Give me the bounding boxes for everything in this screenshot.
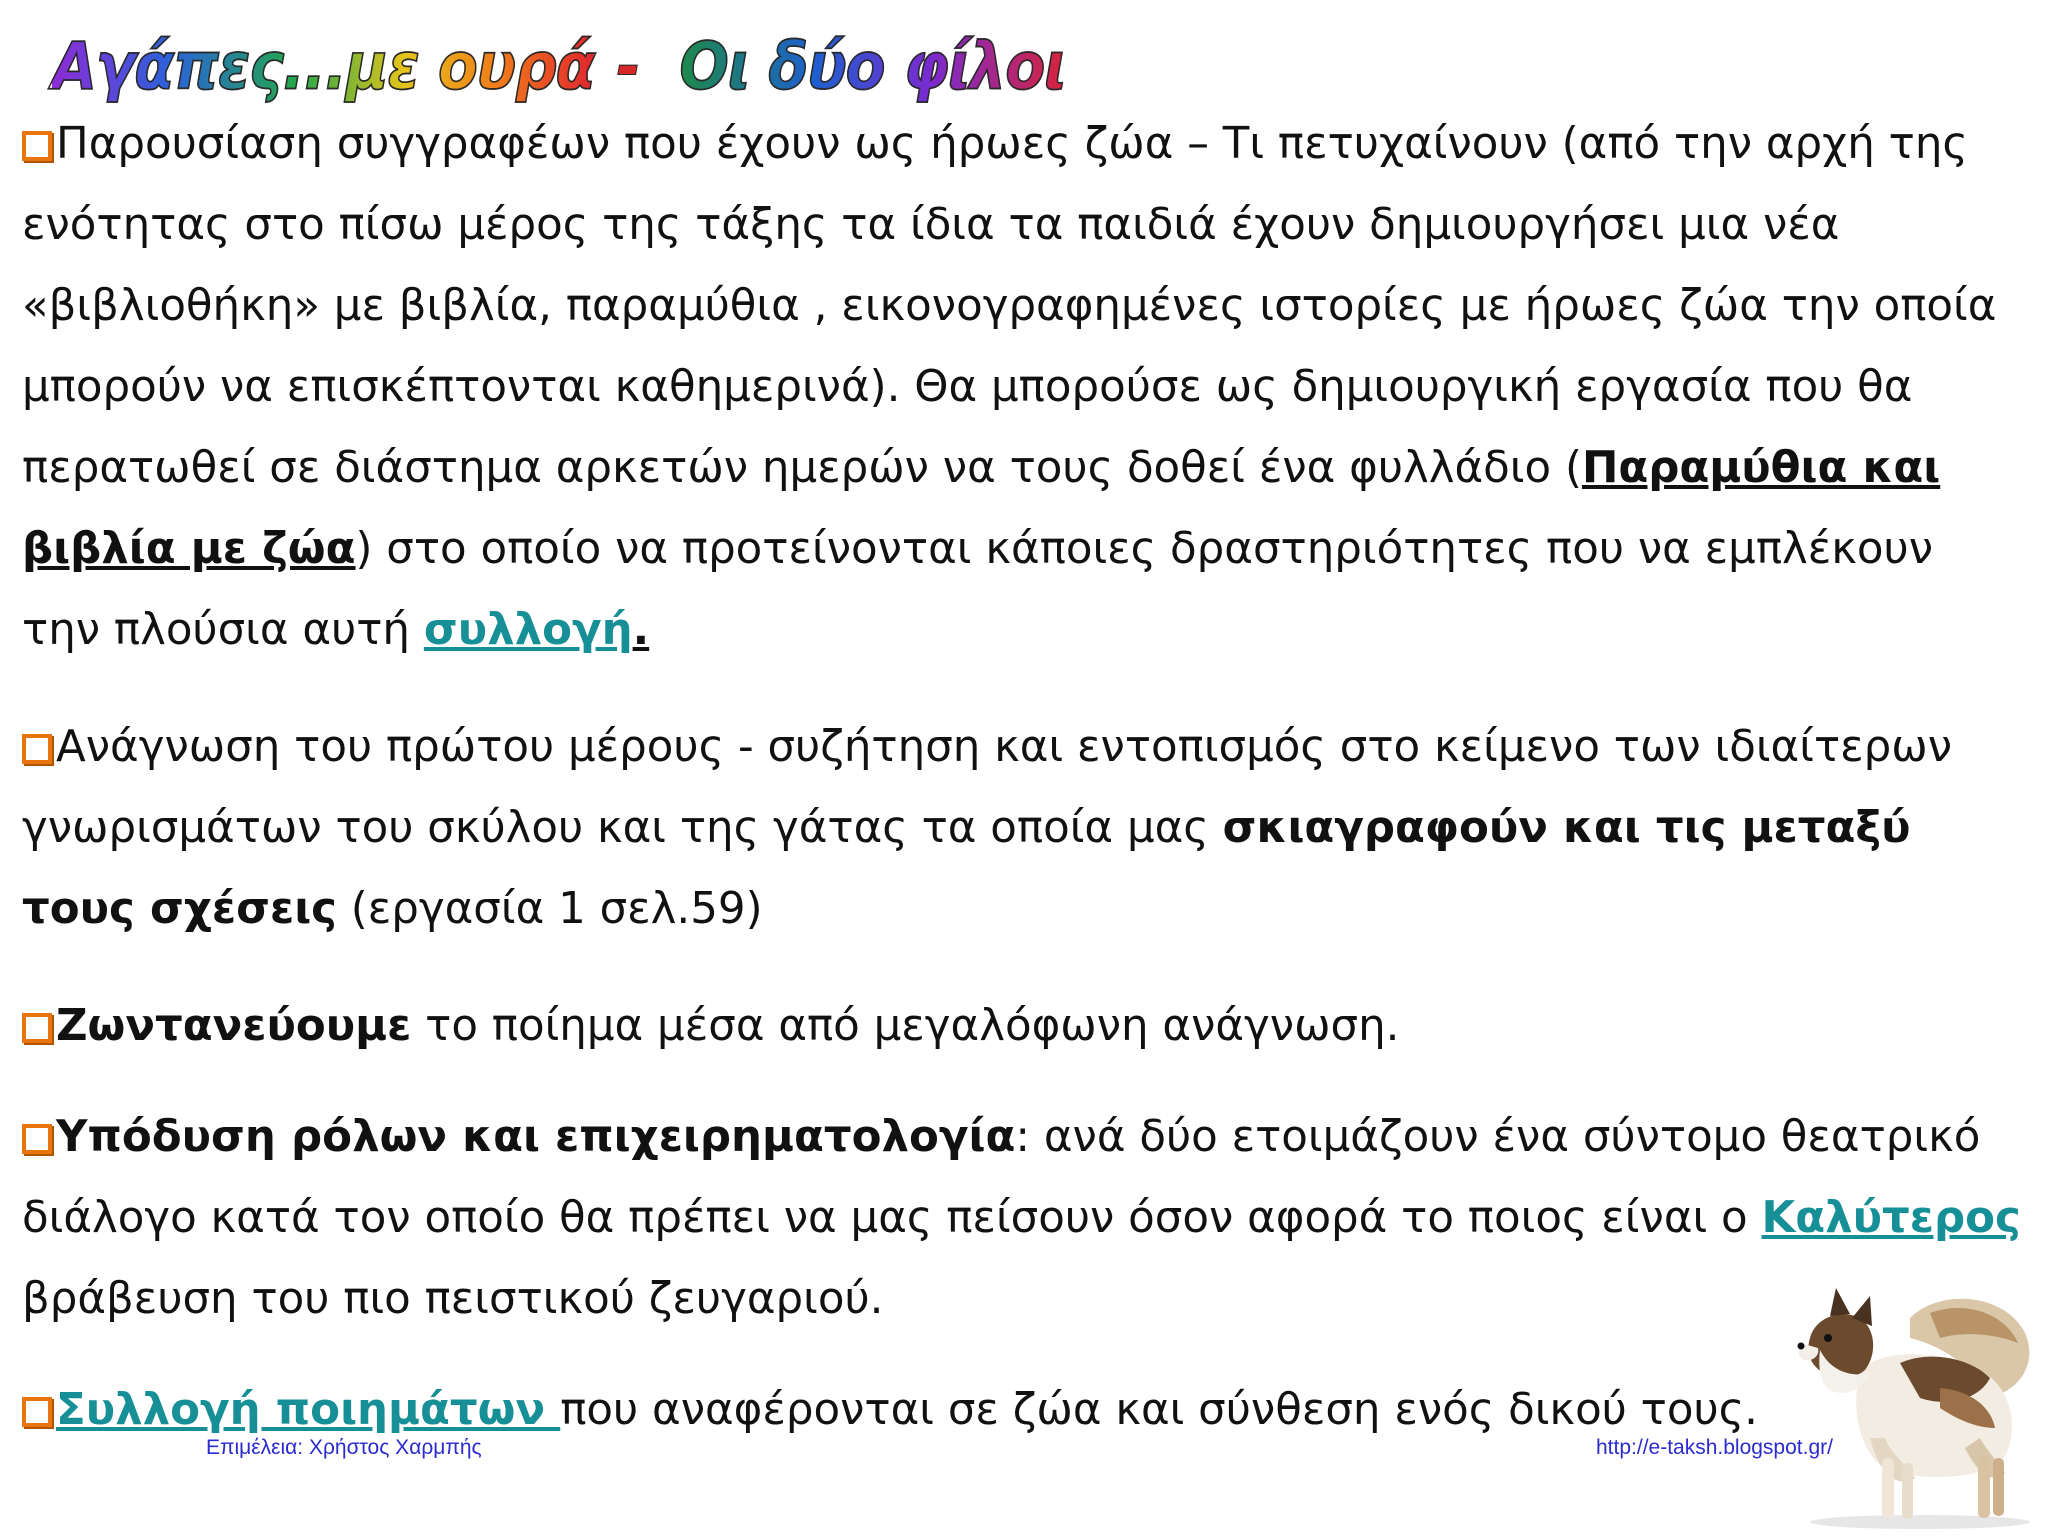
footer-credit: Επιμέλεια: Χρήστος Χαρμπής — [206, 1436, 482, 1459]
checkbox-bullet-icon — [22, 131, 52, 161]
link-syllogi-poiimaton[interactable]: Συλλογή ποιημάτων — [56, 1385, 561, 1435]
p2-text-a: Ανάγνωση του πρώτου μέρους - συζήτηση και εντοπισμός στο κείμενο των ιδιαίτερων γνωρισμάτων του σκύλου και της γάτας τα οποία μας — [22, 722, 1952, 853]
checkbox-bullet-icon — [22, 734, 52, 764]
footer-url[interactable]: http://e-taksh.blogspot.gr/ — [1596, 1436, 1833, 1459]
p5-text-a: που αναφέρονται σε ζώα και σύνθεση ενός δικού τους. — [560, 1385, 1759, 1435]
p3-bold: Ζωντανεύουμε — [56, 1001, 412, 1051]
checkbox-bullet-icon — [22, 1397, 52, 1427]
checkbox-bullet-icon — [22, 1013, 52, 1043]
p4-text-a: : ανά δύο ετοιμάζουν ένα σύντομο θεατρικό διάλογο κατά τον οποίο θα πρέπει να μας πείσουν όσον αφορά το ποιος είναι ο — [22, 1112, 1981, 1243]
p1-text-a: Παρουσίαση συγγραφέων που έχουν ως ήρωες ζώα – Τι πετυχαίνουν (από την αρχή της ενότητας στο πίσω μέρος της τάξης τα ίδια τα παιδιά έχουν δημιουργήσει μια νέα «βιβλιοθήκη» με βιβλία, παραμύθια , εικονογραφημένες ιστορίες με ήρωες ζώα την οποία μπορούν να επισκέπτονται καθημερινά). Θα μπορούσε ως δημιουργική εργασία που θα περατωθεί σε διάστημα αρκετών ημερών να τους δοθεί ένα φυλλάδιο ( — [22, 119, 1997, 493]
p3-text-a: το ποίημα μέσα από μεγαλόφωνη ανάγνωση. — [411, 1001, 1400, 1051]
paragraph-recitation — [22, 986, 2022, 1067]
checkbox-bullet-icon — [22, 1124, 52, 1154]
title-separator: - — [616, 28, 640, 105]
link-kalyteros[interactable]: Καλύτερος — [1761, 1193, 2021, 1243]
link-syllogi[interactable]: συλλογή — [423, 605, 633, 655]
p2-text-b: (εργασία 1 σελ.59) — [336, 884, 763, 934]
dog-photo — [1790, 1278, 2040, 1530]
p2-bold: σκιαγραφούν και τις μεταξύ τους σχέσεις — [22, 803, 1911, 934]
p1-link-tail: . — [632, 605, 650, 655]
paragraph-roleplay — [22, 1097, 2022, 1340]
title-part1: Αγάπες...με ουρά — [52, 28, 595, 105]
paragraph-reading — [22, 707, 2022, 950]
slide-content — [22, 104, 2022, 1451]
p1-text-b: ) στο οποίο να προτείνονται κάποιες δραστηριότητες που να εμπλέκουν την πλούσια αυτή — [22, 524, 1933, 655]
p1-emphasis: Παραμύθια και βιβλία με ζώα — [22, 443, 1941, 574]
p4-text-b: βράβευση του πιο πειστικού ζευγαριού. — [22, 1274, 884, 1324]
paragraph-authors — [22, 104, 2022, 671]
p4-bold: Υπόδυση ρόλων και επιχειρηματολογία — [56, 1112, 1016, 1162]
title-part2: Οι δύο φίλοι — [679, 28, 1066, 105]
